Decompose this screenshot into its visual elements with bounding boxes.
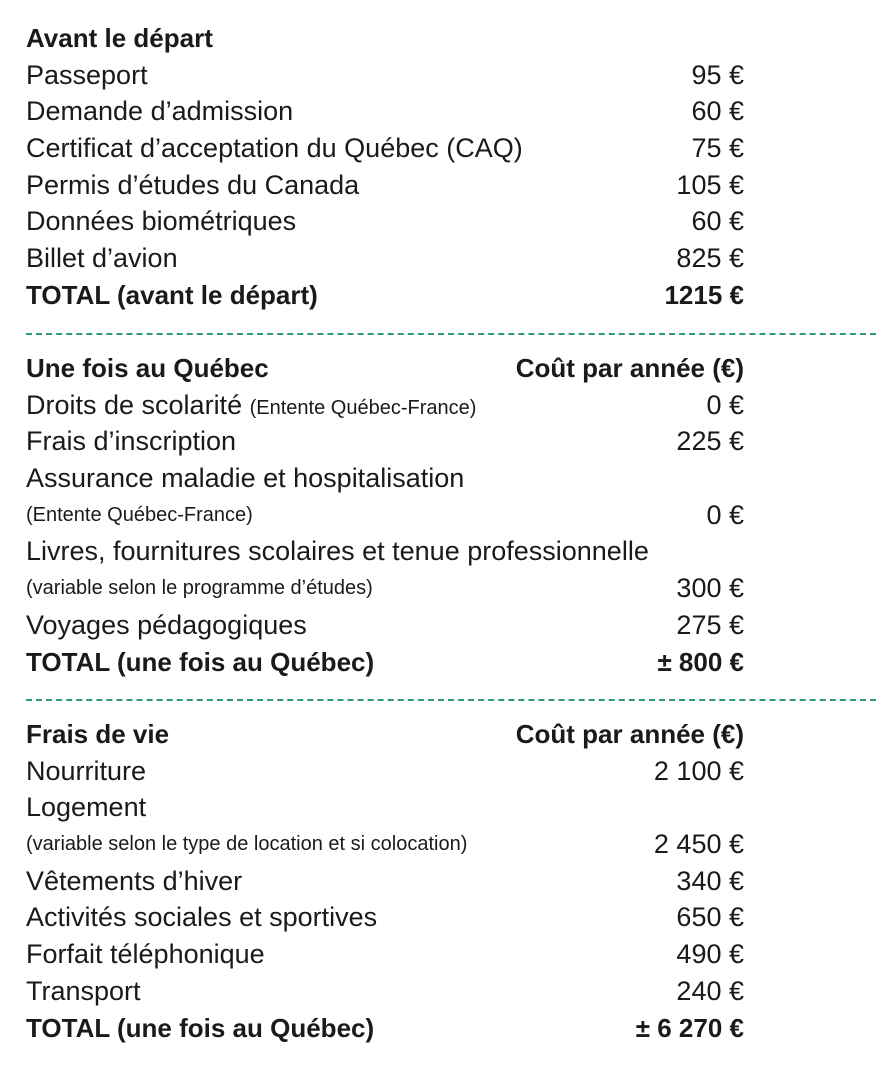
cost-label: Frais d’inscription bbox=[26, 426, 237, 457]
column-header: Coût par année (€) bbox=[515, 353, 744, 383]
cost-row-activities bbox=[26, 899, 744, 936]
cost-row-flight bbox=[26, 240, 744, 277]
cost-note: (variable selon le programme d’études) bbox=[26, 577, 373, 600]
cost-value: 275 € bbox=[676, 609, 744, 640]
cost-row-health-insurance bbox=[26, 460, 744, 497]
cost-row-admission bbox=[26, 93, 744, 130]
section-title-row bbox=[26, 20, 744, 57]
section-living-costs bbox=[26, 716, 744, 1046]
section-header-row bbox=[26, 716, 744, 753]
cost-label: Certificat d’acceptation du Québec (CAQ) bbox=[26, 133, 523, 164]
cost-value: 490 € bbox=[676, 939, 744, 970]
cost-label: Vêtements d’hiver bbox=[26, 865, 243, 896]
cost-value: 105 € bbox=[676, 169, 744, 200]
cost-value: 60 € bbox=[691, 206, 744, 237]
cost-label: Nourriture bbox=[26, 755, 147, 786]
section-before-departure bbox=[26, 20, 744, 314]
cost-label: Billet d’avion bbox=[26, 243, 178, 274]
cost-label: Passeport bbox=[26, 59, 148, 90]
total-label: TOTAL (une fois au Québec) bbox=[26, 646, 375, 677]
cost-label: Forfait téléphonique bbox=[26, 939, 265, 970]
cost-row-housing-note bbox=[26, 826, 744, 863]
cost-value: 60 € bbox=[691, 96, 744, 127]
section-header-row bbox=[26, 350, 744, 387]
cost-label: Voyages pédagogiques bbox=[26, 609, 307, 640]
cost-label: Activités sociales et sportives bbox=[26, 902, 378, 933]
section-divider bbox=[26, 699, 876, 701]
cost-value: 0 € bbox=[706, 499, 744, 530]
cost-value: 300 € bbox=[676, 573, 744, 604]
cost-row-registration bbox=[26, 423, 744, 460]
cost-label: Demande d’admission bbox=[26, 96, 294, 127]
cost-value: 340 € bbox=[676, 865, 744, 896]
cost-row-food bbox=[26, 753, 744, 790]
cost-row-trips bbox=[26, 607, 744, 644]
cost-row-study-permit bbox=[26, 167, 744, 204]
cost-label: Permis d’études du Canada bbox=[26, 169, 360, 200]
total-row bbox=[26, 277, 744, 314]
total-value: 1215 € bbox=[664, 279, 744, 310]
cost-row-books bbox=[26, 533, 744, 570]
cost-label: Données biométriques bbox=[26, 206, 297, 237]
total-label: TOTAL (une fois au Québec) bbox=[26, 1012, 375, 1043]
column-header: Coût par année (€) bbox=[515, 719, 744, 749]
cost-value: 240 € bbox=[676, 975, 744, 1006]
section-title: Avant le départ bbox=[26, 23, 213, 53]
cost-label bbox=[26, 387, 476, 427]
cost-note: (Entente Québec-France) bbox=[26, 503, 253, 526]
total-row bbox=[26, 1010, 744, 1047]
cost-value: 2 450 € bbox=[653, 829, 744, 860]
cost-row-housing bbox=[26, 789, 744, 826]
cost-value: 2 100 € bbox=[653, 755, 744, 786]
cost-row-health-insurance-note bbox=[26, 497, 744, 534]
cost-label: Assurance maladie et hospitalisation bbox=[26, 463, 465, 494]
section-title: Une fois au Québec bbox=[26, 353, 269, 383]
cost-row-books-note bbox=[26, 570, 744, 607]
total-value: ± 6 270 € bbox=[635, 1012, 744, 1043]
cost-value: 0 € bbox=[706, 389, 744, 420]
cost-label: Transport bbox=[26, 975, 141, 1006]
total-value: ± 800 € bbox=[657, 646, 744, 677]
cost-value: 225 € bbox=[676, 426, 744, 457]
cost-row-biometrics bbox=[26, 203, 744, 240]
section-in-quebec bbox=[26, 350, 744, 680]
section-divider bbox=[26, 333, 876, 335]
cost-label-text: Droits de scolarité bbox=[26, 389, 243, 420]
cost-row-tuition bbox=[26, 387, 744, 424]
cost-value: 95 € bbox=[691, 59, 744, 90]
cost-row-transport bbox=[26, 973, 744, 1010]
cost-value: 75 € bbox=[691, 133, 744, 164]
cost-label: Livres, fournitures scolaires et tenue professionnelle bbox=[26, 536, 649, 567]
cost-note: (variable selon le type de location et si colocation) bbox=[26, 833, 468, 856]
cost-label: Logement bbox=[26, 792, 147, 823]
cost-row-caq bbox=[26, 130, 744, 167]
cost-value: 650 € bbox=[676, 902, 744, 933]
cost-row-phone-plan bbox=[26, 936, 744, 973]
section-title: Frais de vie bbox=[26, 719, 170, 749]
cost-row-passport bbox=[26, 57, 744, 94]
cost-note: (Entente Québec-France) bbox=[249, 396, 477, 419]
cost-value: 825 € bbox=[676, 243, 744, 274]
total-row bbox=[26, 644, 744, 681]
cost-row-winter-clothes bbox=[26, 863, 744, 900]
total-label: TOTAL (avant le départ) bbox=[26, 279, 318, 310]
